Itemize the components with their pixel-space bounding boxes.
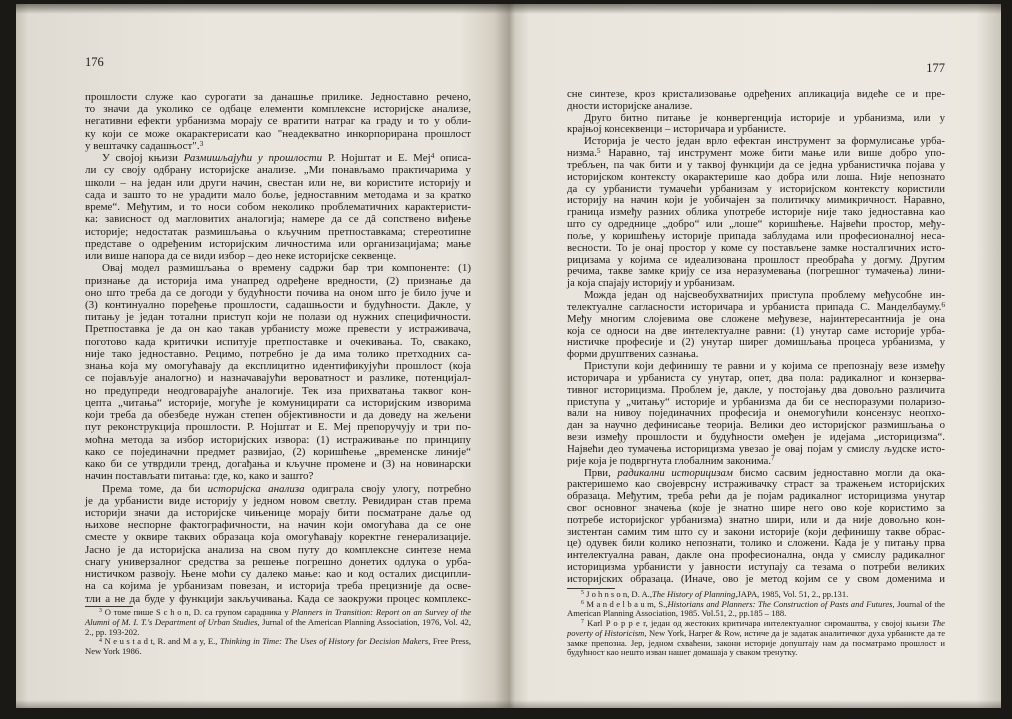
text-run: историју на начин који је уобичајен за политичку мимикричност. Наравно, (567, 194, 945, 207)
footnote-ref: 5 (596, 145, 601, 155)
line-content (85, 421, 471, 433)
line-content (85, 226, 471, 238)
text-run: школи – на један или други начин, свестан или не, ви користите историју и (85, 176, 471, 189)
text-run: рије која је подвргнута глобалним законима. (567, 454, 772, 467)
italic-title: The History of Planning (651, 589, 736, 599)
text-run: није тако једноставно. Рецимо, потребно је да има толико претходних са- (85, 347, 471, 360)
line-content (85, 397, 471, 409)
text-run: оно што треба да се догоди у будућности почива на оном што је било јуче и (85, 286, 471, 299)
text-run: представе о одређеним историјским личностима или организацијама; мање (85, 237, 471, 250)
footnotes-right (567, 590, 945, 658)
text-line (85, 103, 471, 115)
line-content (85, 287, 471, 299)
line-content (85, 189, 471, 201)
line-content (85, 348, 471, 360)
text-run: дан за научно дефинисање теорија. Велики део историјског размишљања о (567, 419, 945, 432)
text-line (85, 275, 471, 287)
text-run: Јасно је да историјска анализа на свом путу до комплексне синтезе нема (85, 543, 471, 556)
text-run: интелектуална раван, дакле она професионална, онда у смислу радикалног (567, 549, 945, 562)
paragraph (567, 113, 945, 137)
text-run: Наравно, тај инструмент може бити мање или више добро упо- (600, 147, 945, 160)
text-line (85, 140, 471, 152)
italic-title: Historians and Planners: The Construction of Pasts and Futures (667, 598, 893, 609)
text-run: историје; недостатак размишљања о кључним претпоставкама; стереотипне (85, 225, 471, 238)
text-run: историјских образаца. (Иначе, ово је метод којим се у свом доменима и (567, 572, 945, 585)
text-line (85, 189, 471, 201)
text-line (85, 262, 471, 274)
line-content (85, 115, 471, 127)
footnote-ref: 7 (771, 453, 775, 463)
line-content (85, 103, 471, 115)
text-run: Историја је често један врло ефектан инструмент за формулисање урба- (584, 135, 945, 148)
text-line (85, 360, 471, 372)
text-run: сада и зашто то не урадити мало боље, једноставним методама и за кратко (85, 188, 471, 201)
line-content (85, 495, 471, 507)
text-line (85, 556, 471, 568)
line-content (85, 91, 471, 103)
text-run: но предупреди неодговарајуће аналогије. Тек иза прихватања таквог кон- (85, 384, 471, 397)
text-run: ја која спајају историју и урбанизам. (567, 277, 735, 290)
text-run: , Jurnal of the American Planning Association, 1976, Vol. 42, 2., pp. 193-202. (85, 616, 471, 637)
footnotes-left (85, 608, 471, 657)
text-run: ли су своју одбрану историјске анализе. „Ми понављамо практичарима у (85, 164, 471, 177)
text-run: како би се утврдили тренд, догађања и кључне промене и (3) на новинарски (85, 458, 471, 471)
italic-title: Planners in Transition: Report on an Survey of the Alumni of M. I. T.'s Department of Urban Studies (85, 607, 471, 627)
text-line (85, 507, 471, 519)
text-run: граница између разних облика употребе историје није тако једноставна као (567, 206, 945, 219)
text-run: , Journal of the American Planning Association, 1985. Vol.51, 2., pp.185 – 188. (567, 598, 945, 619)
text-run: образаца. Међутим, треба рећи да је појам радикалног историцизма унутар (567, 490, 945, 503)
text-run: M a n d e l b a u m, S., (583, 598, 668, 609)
text-run: зистентан самим тим што су и закони историје (који дефинишу такве обрас- (567, 525, 945, 538)
text-run: негативни ефекти урбанизма морају се вратити натраг ка граду и то у обли- (85, 115, 471, 128)
footnote-ref: 7 (581, 619, 584, 626)
text-line (85, 421, 471, 433)
footnote-ref: 4 (99, 637, 102, 644)
text-run: тли а не да буде у функцији закључивања. Када се заокружи процес комплекс- (85, 592, 471, 605)
text-run: сместе у оквире таквих образаца која омогућавају коректне генерализације. (85, 531, 471, 544)
text-line (85, 531, 471, 543)
text-run: што су одреднице „добро“ или „лоше“ коришћење. Највећи простор, међу- (567, 218, 945, 231)
text-run: Karl P o p p e r, један од жестоких критичара интелектуалног сиромаштва, у својој књизи (583, 618, 933, 629)
text-line (85, 128, 471, 140)
paragraph (567, 468, 945, 586)
line-content (102, 152, 471, 164)
text-line (85, 348, 471, 360)
text-run: Овај модел размишљања о времену садржи бар три компоненте: (1) (102, 262, 471, 275)
text-run: Највећи део тумачења историцизма увезао је овај појам у смислу људске исто- (567, 442, 945, 455)
text-run: нистичке професије и (2) унутар ширег домишљања процеса урбанизма, у (567, 336, 945, 349)
text-run: историјском контексту окарактерише као добра или лоша. Није непознато (567, 170, 945, 183)
text-run: низма. (567, 147, 597, 160)
text-run: ,JAPA, 1985, Vol. 51, 2., pp.131. (735, 589, 849, 599)
text-run: да су урбанисти тумачећи урбанизам у историјском контексту користили (567, 182, 945, 195)
line-content (85, 434, 471, 446)
line-content (85, 544, 471, 556)
line-content (85, 201, 471, 213)
text-run: тивног историцизма. Проблем је, дакле, у постојању два довољно различита (567, 383, 945, 396)
line-content (85, 213, 471, 225)
paragraph (85, 483, 471, 605)
text-line (85, 226, 471, 238)
text-line (85, 323, 471, 335)
text-run: це) одувек били колико непознати, толико и сложени. Када је у питању прва (567, 537, 945, 550)
text-run: како се појединачни предмет развијао, (2) коришћење „временске линије“ (85, 445, 471, 458)
text-run: питању је један тотални приступ који не полази од нужних специфичности. (85, 311, 471, 324)
text-line (85, 580, 471, 592)
text-line (85, 164, 471, 176)
text-run: време“. Међутим, и то носи собом неколико проблематичних карактеристи- (85, 201, 471, 214)
page-number-left: 176 (85, 55, 104, 69)
footnote-ref: 3 (199, 138, 204, 148)
text-run: , New York, Harper & Row, истиче да је задатак аналитичког духа урбанисте да те замке препозна. Јер, једном схваћени, закони историје допуштају нам да посматрамо прошлост и будућност као нешто изван нашег домашаја у сваком тренутку. (567, 627, 946, 658)
text-run: ку који се може окарактерисати као "неадекватно инкорпорирана прошлост (85, 127, 471, 140)
text-run: J o h n s o n, D. A., (583, 589, 652, 599)
text-run: на са којима је урбанизам повезан, и историја треба прецизније да осве- (85, 580, 471, 593)
text-run: признање да историја има унапред одређене вредности, (2) признање да (85, 274, 471, 287)
text-run: начин постављати питања: где, ко, како и зашто? (85, 470, 314, 483)
text-run: њихове неспорне фактографичности, на начин који омогућава да се оне (85, 519, 471, 532)
text-line (85, 519, 471, 531)
text-run: се појављује аналогно) и назначавајући вероватност и разлике, потенцијал- (85, 372, 471, 385)
line-content (85, 299, 471, 311)
italic-title: радикални историцизам (617, 466, 733, 479)
text-line (85, 299, 471, 311)
text-run: Према томе, да би (102, 482, 208, 495)
text-run: поље, у коришћењу историје припада заблудама или професионалној неса- (567, 229, 945, 242)
text-line (85, 470, 471, 482)
text-run: рактеришемо као својеврсну истраживачку страст за тражењем историјских (567, 478, 945, 491)
text-run: која се односи на две интелектуалне равни: (1) унутар саме историје урба- (567, 324, 945, 337)
text-run: историцизма урбанисти у јавности иступају са тезама о потреби великих (567, 561, 945, 574)
paragraph (85, 152, 471, 262)
text-line (85, 238, 471, 250)
text-run: Приступи који дефинишу те равни и у којима се препознају везе између (584, 360, 945, 373)
text-run: требљен, па чак бити и у таквој функцији да се једна урбанистичка појава у (567, 158, 945, 171)
line-content (85, 531, 471, 543)
text-run: О томе пише S c h o n, D. са групом сарадника у (101, 607, 292, 617)
text-line (85, 372, 471, 384)
text-run: Међу многим слојевима ове сложене међувезе, најинтересантнија је она (567, 312, 945, 325)
footnote (567, 619, 945, 658)
text-run: ка: зависност од магловитих аналогија; намере да се дâ сопствено виђење (85, 213, 471, 226)
text-run: историчара и урбаниста су унутар, опет, два пола: радикалног и конзерва- (567, 371, 945, 384)
scan-shadow-top (509, 4, 1001, 14)
text-line (85, 544, 471, 556)
text-line (85, 152, 471, 164)
italic-title: историјска анализа (207, 482, 305, 495)
text-run: прошлости служе као сурогати за данашње прилике. Једноставно речено, (85, 91, 471, 103)
paragraph (567, 89, 945, 113)
text-run: пут реконструкција прошлости. Р. Нојштат и Е. Меј препоручују и три по- (85, 421, 471, 434)
text-line (85, 568, 471, 580)
text-run: нистичком развоју. Њене моћи су далеко мање: као и код осталих дисципли- (85, 568, 471, 581)
text-run: који треба да обезбеде нужан степен објективности и да доведу на жељени (85, 409, 471, 422)
line-content (102, 483, 471, 495)
italic-title: The poverty of Historicism (567, 618, 945, 638)
footnote (567, 600, 945, 619)
text-line (85, 446, 471, 458)
line-content (85, 336, 471, 348)
body-text-right (567, 89, 945, 586)
line-content (85, 372, 471, 384)
line-content (85, 580, 471, 592)
text-run: У својој књизи (102, 152, 184, 165)
scan-shadow-bottom (16, 700, 509, 708)
text-run: то значи да уколико се одбаце елементи комплексне историјске анализе, (85, 103, 471, 116)
text-line (85, 115, 471, 127)
text-line (85, 397, 471, 409)
text-run: весности. То је онај простор у коме су постављене замке носталгичних исто- (567, 241, 945, 254)
line-content (85, 311, 471, 323)
text-run: бисмо сасвим једноставно могли да ока- (732, 466, 945, 479)
text-run: цепта „читања“ историје, могуће је комуницирати са историјским изворима (85, 396, 471, 409)
text-line (85, 483, 471, 495)
line-content (85, 250, 396, 262)
text-line (85, 458, 471, 470)
text-line (85, 495, 471, 507)
text-run: снагу универзалног средства за решење погрешно донетих одлука о урба- (85, 555, 471, 568)
text-run: рицизама у којима се идеализована прошлост преобраћа у догму. Другим (567, 253, 945, 266)
text-line (85, 250, 471, 262)
line-content (85, 238, 471, 250)
text-run: моћна метода за избор историјских извора: (1) истраживање по принципу (85, 433, 471, 446)
footnote-ref: 5 (581, 590, 584, 597)
line-content (85, 458, 471, 470)
text-run: речима, такве замке крију се иза неразумевања (погрешног тумачења) лини- (567, 265, 945, 278)
footnote-ref: 6 (581, 600, 584, 607)
paragraph (85, 91, 471, 152)
line-content (85, 164, 471, 176)
text-run: телектуалне сагласности историчара и урбаниста припада С. Манделбауму. (567, 300, 942, 313)
text-run: крајњој консеквенци – историчара и урбанисте. (567, 123, 787, 136)
text-run: вали на нивоу појединачних професија и онемогућили консензус неопхо- (567, 407, 945, 420)
body-text-left (85, 91, 471, 605)
text-run: Први, (584, 466, 618, 479)
text-run: Можда један од најсвеобухватнијих приступа проблему међусобне ин- (584, 289, 945, 302)
line-content (85, 446, 471, 458)
text-run: сне синтезе, кроз кристализовање одређених апликација видеће се и пре- (567, 88, 945, 100)
line-content (85, 556, 471, 568)
text-run: Р. Нојштат и Е. Меј (322, 152, 431, 165)
text-run: приступа у „читању“ историје и урбанизма да би се неспоразуми поларизо- (567, 395, 945, 408)
line-content (85, 128, 471, 140)
paragraph (567, 290, 945, 361)
line-content (85, 507, 471, 519)
text-line (85, 177, 471, 189)
footnote-ref: 4 (430, 150, 435, 160)
footnote (85, 637, 471, 657)
scan-shadow-bottom (509, 700, 1001, 708)
text-run: описа- (434, 152, 472, 165)
line-content (85, 409, 471, 421)
line-content (567, 574, 945, 586)
text-run: , Free Press, New York 1986. (85, 636, 471, 657)
text-line (85, 336, 471, 348)
line-content (85, 568, 471, 580)
text-line (85, 201, 471, 213)
text-run: потребе историјског урбанизма) знатно шири, или и да није довољно кон- (567, 513, 945, 526)
text-run: вези између прошлости и будућности омеђен је идејама „историцизма“. (567, 431, 945, 444)
text-run: одиграла своју улогу, потребно (304, 482, 471, 495)
text-run: или више напора да се види избор – део неке историјске секвенце. (85, 250, 397, 263)
text-run: (3) континуално поређење прошлости, садашњости и будућности. Дакле, у (85, 298, 471, 311)
line-content (102, 262, 471, 274)
scan-shadow-top (16, 4, 509, 14)
text-run: Друго битно питање је конвергенција историје и урбанизма, или у (584, 111, 945, 124)
italic-title: Thinking in Time: The Uses of History for Decision Makers (220, 636, 429, 647)
text-run: у вештачку садашњост". (85, 139, 200, 152)
text-run: је да урбанисти виде историју у једном новом светлу. Ревидиран став према (85, 494, 471, 507)
footnote-ref: 6 (941, 299, 945, 309)
text-line (85, 434, 471, 446)
footnote (85, 608, 471, 637)
text-run: дности историјске анализе. (567, 99, 693, 112)
text-line (85, 311, 471, 323)
line-content (85, 593, 471, 605)
text-run: знања која му омогућавају да експлицитно идентификујући прошлост (која (85, 360, 471, 373)
line-content (85, 470, 313, 482)
text-line (85, 287, 471, 299)
line-content (85, 385, 471, 397)
text-run: свог основног значења (које је знатно шире него ово које користимо за (567, 501, 945, 514)
page-number-right: 177 (926, 61, 945, 75)
text-line (85, 593, 471, 605)
text-line (85, 409, 471, 421)
line-content (85, 323, 471, 335)
line-content (85, 360, 471, 372)
paragraph (567, 136, 945, 290)
text-line (85, 91, 471, 103)
text-run: историји значи да историјске чињенице морају бити посматране даље од (85, 506, 471, 519)
text-run: N e u s t a d t, R. and M a y, E., (101, 636, 221, 647)
text-line (85, 213, 471, 225)
line-content (85, 275, 471, 287)
italic-title: Размишљајући у прошлости (183, 152, 323, 165)
footnote-ref: 3 (99, 608, 102, 615)
text-run: Претпоставка је да он као такав урбанисту може превести у истраживача, (85, 323, 471, 336)
line-content (85, 177, 471, 189)
text-line (85, 385, 471, 397)
text-run: форми друштвених сазнања. (567, 348, 699, 361)
paragraph (567, 361, 945, 467)
paragraph (85, 262, 471, 482)
line-content (85, 140, 203, 152)
text-run: поготово када критички испитује претпоставке и очекивања. То, свакако, (85, 335, 471, 348)
text-line (567, 574, 945, 586)
line-content (85, 519, 471, 531)
